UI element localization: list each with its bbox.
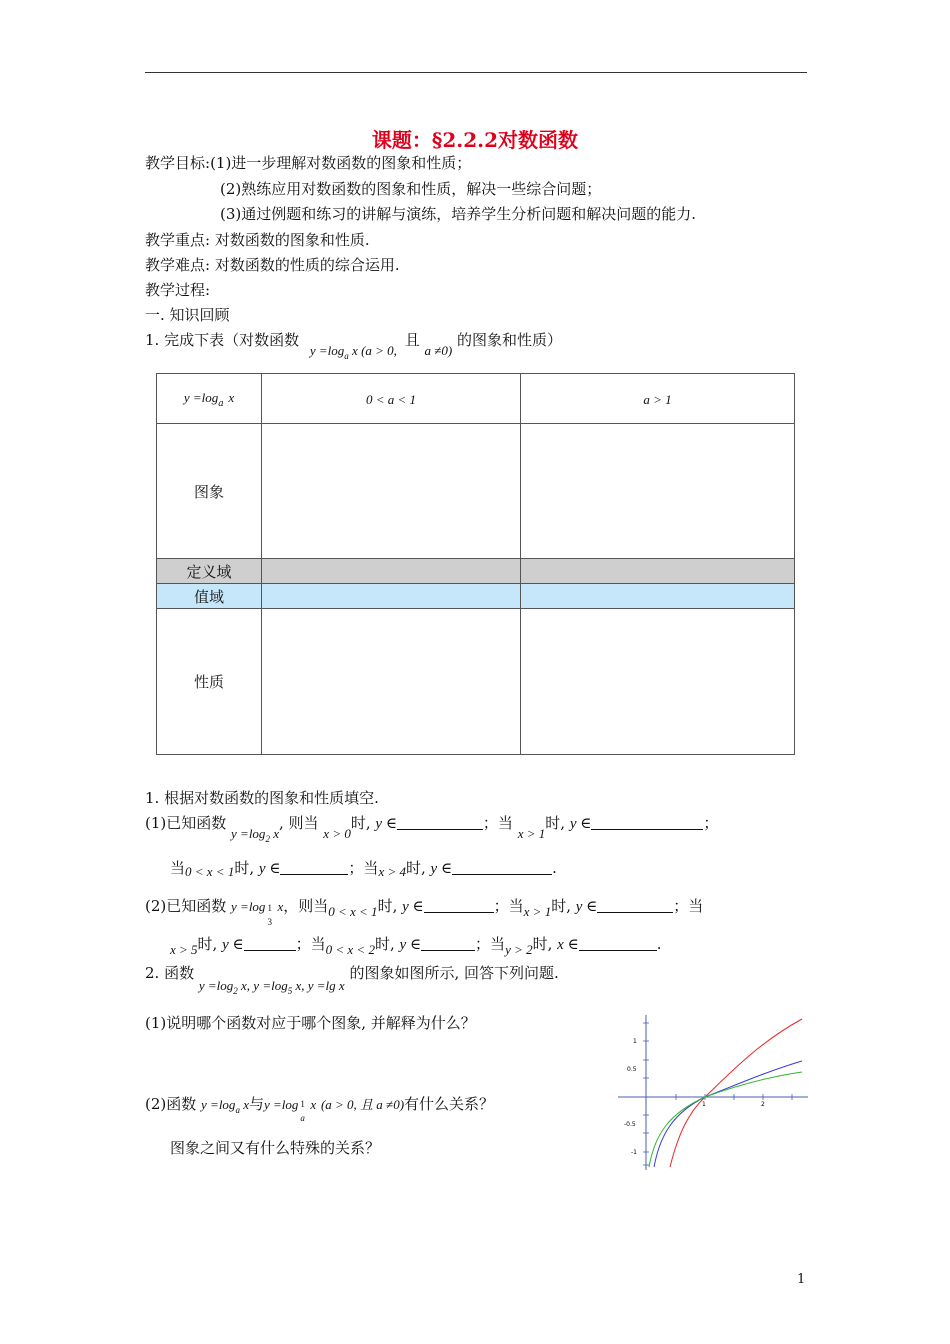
row-label-range: 值域 bbox=[157, 584, 262, 609]
blank-2[interactable] bbox=[591, 815, 703, 830]
blank-9[interactable] bbox=[579, 936, 657, 951]
q3-line bbox=[145, 962, 559, 996]
q2-1-cond1: x > 0 bbox=[323, 826, 351, 841]
q3-b2: 5 bbox=[287, 986, 293, 996]
blank-7[interactable] bbox=[244, 936, 296, 951]
table-header-fn bbox=[157, 374, 262, 424]
q3-2-fn1 bbox=[201, 1097, 249, 1115]
log-graph bbox=[618, 1015, 808, 1170]
table-head-base: a bbox=[218, 399, 224, 409]
q3-2-v2: x bbox=[310, 1097, 317, 1112]
q1-and: 且 bbox=[404, 331, 420, 349]
difficulty: 教学难点: 对数函数的性质的综合运用. bbox=[145, 256, 400, 274]
page-number: 1 bbox=[797, 1272, 806, 1287]
blank-1[interactable] bbox=[397, 815, 483, 830]
table-head-fn: y =log bbox=[183, 390, 219, 405]
goal-3: (3)通过例题和练习的讲解与演练，培养学生分析问题和解决问题的能力. bbox=[220, 205, 697, 223]
q3-2-line bbox=[145, 1093, 495, 1123]
q2-1-dang-l2: 当 bbox=[170, 859, 186, 877]
table-col-0-a-1 bbox=[262, 374, 521, 424]
goal-1: (1)进一步理解对数函数的图象和性质； bbox=[210, 154, 472, 172]
q2-2-var: x bbox=[277, 899, 284, 914]
q1-intro: 1. 完成下表（对数函数 bbox=[145, 331, 300, 349]
q2-2-line1 bbox=[145, 895, 704, 927]
header-rule bbox=[145, 72, 807, 73]
q3-2-v1: x bbox=[243, 1097, 249, 1112]
q2-intro: 1. 根据对数函数的图象和性质填空. bbox=[145, 789, 379, 807]
q2-2-end: . bbox=[656, 935, 662, 953]
curve-lg bbox=[649, 1072, 802, 1167]
goals-label: 教学目标: bbox=[145, 154, 211, 172]
table-col2-label: a > 1 bbox=[643, 391, 672, 407]
q2-2-dang1: ；当 bbox=[493, 897, 524, 915]
q1-line bbox=[145, 329, 563, 361]
table-head-var: x bbox=[228, 390, 235, 405]
q1-formula bbox=[309, 343, 397, 361]
cell-domain-1[interactable] bbox=[262, 559, 521, 584]
row-label-graph: 图象 bbox=[157, 424, 262, 559]
q1-fn: y =log bbox=[309, 343, 345, 358]
q2-1-yin1: y ∈ bbox=[375, 816, 397, 832]
blank-4[interactable] bbox=[452, 860, 552, 875]
q2-1-line1 bbox=[145, 812, 719, 844]
q2-2-yin2: y ∈ bbox=[575, 899, 598, 915]
q2-1-end: . bbox=[552, 859, 557, 877]
q2-2-cond4: 0 < x < 2 bbox=[325, 942, 375, 957]
q3-tail: 的图象如图所示, 回答下列问题. bbox=[349, 964, 559, 982]
q3-2-b1: a bbox=[235, 1105, 240, 1115]
q2-2-yin4: y ∈ bbox=[399, 937, 422, 953]
q2-1-dang1: ；当 bbox=[482, 814, 513, 832]
q3-2-base-frac bbox=[298, 1095, 310, 1123]
q2-1-fn-text: y =log bbox=[231, 826, 266, 841]
q2-1-then: , 则当 bbox=[278, 814, 319, 832]
q2-1-label: (1)已知函数 bbox=[145, 814, 227, 832]
q3-m2: x, y =lg x bbox=[292, 978, 345, 993]
q3-2-label: (2)函数 bbox=[145, 1095, 197, 1113]
section-1-heading: 一. 知识回顾 bbox=[145, 306, 230, 324]
q2-2-fn: y =log bbox=[231, 899, 266, 914]
q2-2-shi2: 时, bbox=[551, 897, 571, 915]
page-title: 课题：§2.2.2对数函数 bbox=[371, 128, 579, 152]
q2-2-shi4: 时, bbox=[374, 935, 395, 953]
q2-2-base-den: 3 bbox=[267, 917, 272, 927]
q2-1-shi1: 时, bbox=[350, 814, 371, 832]
goal-2: (2)熟练应用对数函数的图象和性质，解决一些综合问题； bbox=[220, 180, 602, 198]
q2-2-cond3: x > 5 bbox=[170, 942, 198, 957]
tick-y-05: 0.5 bbox=[627, 1066, 637, 1073]
q2-1-fn bbox=[231, 826, 279, 844]
q2-2-tail1: ；当 bbox=[673, 897, 704, 915]
process-label: 教学过程: bbox=[145, 281, 211, 299]
cell-graph-1[interactable] bbox=[262, 424, 521, 559]
curve-log2 bbox=[670, 1019, 802, 1167]
table-header-row bbox=[157, 374, 795, 424]
tick-x-2: 2 bbox=[761, 1101, 765, 1108]
curve-log5 bbox=[654, 1061, 802, 1167]
q1-cond2: a ≠0) bbox=[424, 343, 453, 358]
table-row-graph bbox=[157, 424, 795, 559]
cell-props-2[interactable] bbox=[521, 609, 795, 755]
q2-1-yin2: y ∈ bbox=[569, 816, 592, 832]
cell-graph-2[interactable] bbox=[521, 424, 795, 559]
q3-2-tail: 有什么关系？ bbox=[404, 1095, 495, 1113]
q3-2-b2-den: a bbox=[300, 1113, 305, 1123]
log-function-table bbox=[156, 373, 795, 755]
q2-2-shi1: 时, bbox=[377, 897, 398, 915]
tick-y-1: 1 bbox=[633, 1038, 637, 1045]
q3-fn1: y =log bbox=[198, 978, 234, 993]
q2-2-then: ，则当 bbox=[283, 897, 329, 915]
table-col-a-gt-1 bbox=[521, 374, 795, 424]
q2-2-base-num: 1 bbox=[267, 903, 272, 913]
q2-1-yin4: y ∈ bbox=[430, 861, 453, 877]
q2-2-shi3: 时, bbox=[197, 935, 218, 953]
q3-2b: 图象之间又有什么特殊的关系？ bbox=[170, 1139, 381, 1157]
key-point: 教学重点: 对数函数的图象和性质. bbox=[145, 231, 370, 249]
q2-1-cond3: 0 < x < 1 bbox=[185, 864, 235, 879]
blank-5[interactable] bbox=[424, 898, 494, 913]
cell-props-1[interactable] bbox=[262, 609, 521, 755]
q2-1-shi3: 时, bbox=[234, 859, 255, 877]
q2-1-var: x bbox=[273, 826, 279, 841]
q3-2-fn2: y =log bbox=[263, 1097, 299, 1112]
table-row-domain bbox=[157, 559, 795, 584]
tick-x-1: 1 bbox=[702, 1101, 706, 1108]
q2-1-yin3: y ∈ bbox=[258, 861, 281, 877]
q2-2-yin1: y ∈ bbox=[402, 899, 424, 915]
table-col1-label: 0 < a < 1 bbox=[365, 391, 417, 407]
blank-3[interactable] bbox=[280, 860, 348, 875]
q2-1-base: 2 bbox=[265, 834, 270, 844]
q2-2-dang4: ；当 bbox=[475, 935, 506, 953]
tick-y-m05: -0.5 bbox=[624, 1121, 636, 1128]
semicolon: ； bbox=[703, 814, 719, 832]
cell-range-1[interactable] bbox=[262, 584, 521, 609]
q1-cond1: (a > 0, bbox=[361, 343, 397, 358]
q2-1-cond4: x > 4 bbox=[378, 864, 406, 879]
q2-2-dang3: ；当 bbox=[295, 935, 326, 953]
q2-2-base-frac bbox=[265, 897, 277, 927]
q2-2-shi5: 时, bbox=[532, 935, 553, 953]
q2-2-cond2: x > 1 bbox=[523, 904, 552, 919]
q2-1-shi4: 时, bbox=[405, 859, 426, 877]
q3-2-cond: (a > 0, 且 a ≠0) bbox=[320, 1097, 405, 1112]
q2-2-cond1: 0 < x < 1 bbox=[328, 904, 378, 919]
graph-ticks bbox=[643, 1023, 792, 1165]
goals-line-1 bbox=[145, 152, 471, 173]
q2-2-yin3: y ∈ bbox=[222, 937, 244, 953]
q1-base: a bbox=[344, 351, 349, 361]
tick-y-m1: -1 bbox=[631, 1149, 637, 1156]
q2-1-cond2: x > 1 bbox=[517, 826, 546, 841]
q2-1-line2 bbox=[170, 857, 557, 878]
row-label-domain: 定义域 bbox=[157, 559, 262, 584]
q1-tail: 的图象和性质） bbox=[457, 331, 563, 349]
table-row-props bbox=[157, 609, 795, 755]
q3-2-fn1-text: y =log bbox=[201, 1097, 236, 1112]
q2-2-cond5: y > 2 bbox=[505, 942, 533, 957]
cell-domain-2[interactable] bbox=[521, 559, 795, 584]
q3-fns bbox=[198, 978, 345, 996]
table-row-range bbox=[157, 584, 795, 609]
q3-2-b2-num: 1 bbox=[300, 1099, 305, 1109]
q2-2-label: (2)已知函数 bbox=[145, 897, 227, 915]
blank-8[interactable] bbox=[421, 936, 475, 951]
q3-1: (1)说明哪个函数对应于哪个图象, 并解释为什么？ bbox=[145, 1014, 476, 1032]
blank-6[interactable] bbox=[597, 898, 673, 913]
q3-b1: 2 bbox=[233, 986, 238, 996]
q1-var: x bbox=[352, 343, 358, 358]
q2-1-shi2: 时, bbox=[545, 814, 566, 832]
q2-2-xin: x ∈ bbox=[557, 937, 579, 953]
q2-2-line2 bbox=[170, 933, 662, 957]
q3-label: 2. 函数 bbox=[145, 964, 195, 982]
q2-1-dang3: ；当 bbox=[348, 859, 379, 877]
q3-m1: x, y =log bbox=[237, 978, 288, 993]
row-label-props: 性质 bbox=[157, 609, 262, 755]
q3-2-yu: 与 bbox=[248, 1095, 264, 1113]
cell-range-2[interactable] bbox=[521, 584, 795, 609]
